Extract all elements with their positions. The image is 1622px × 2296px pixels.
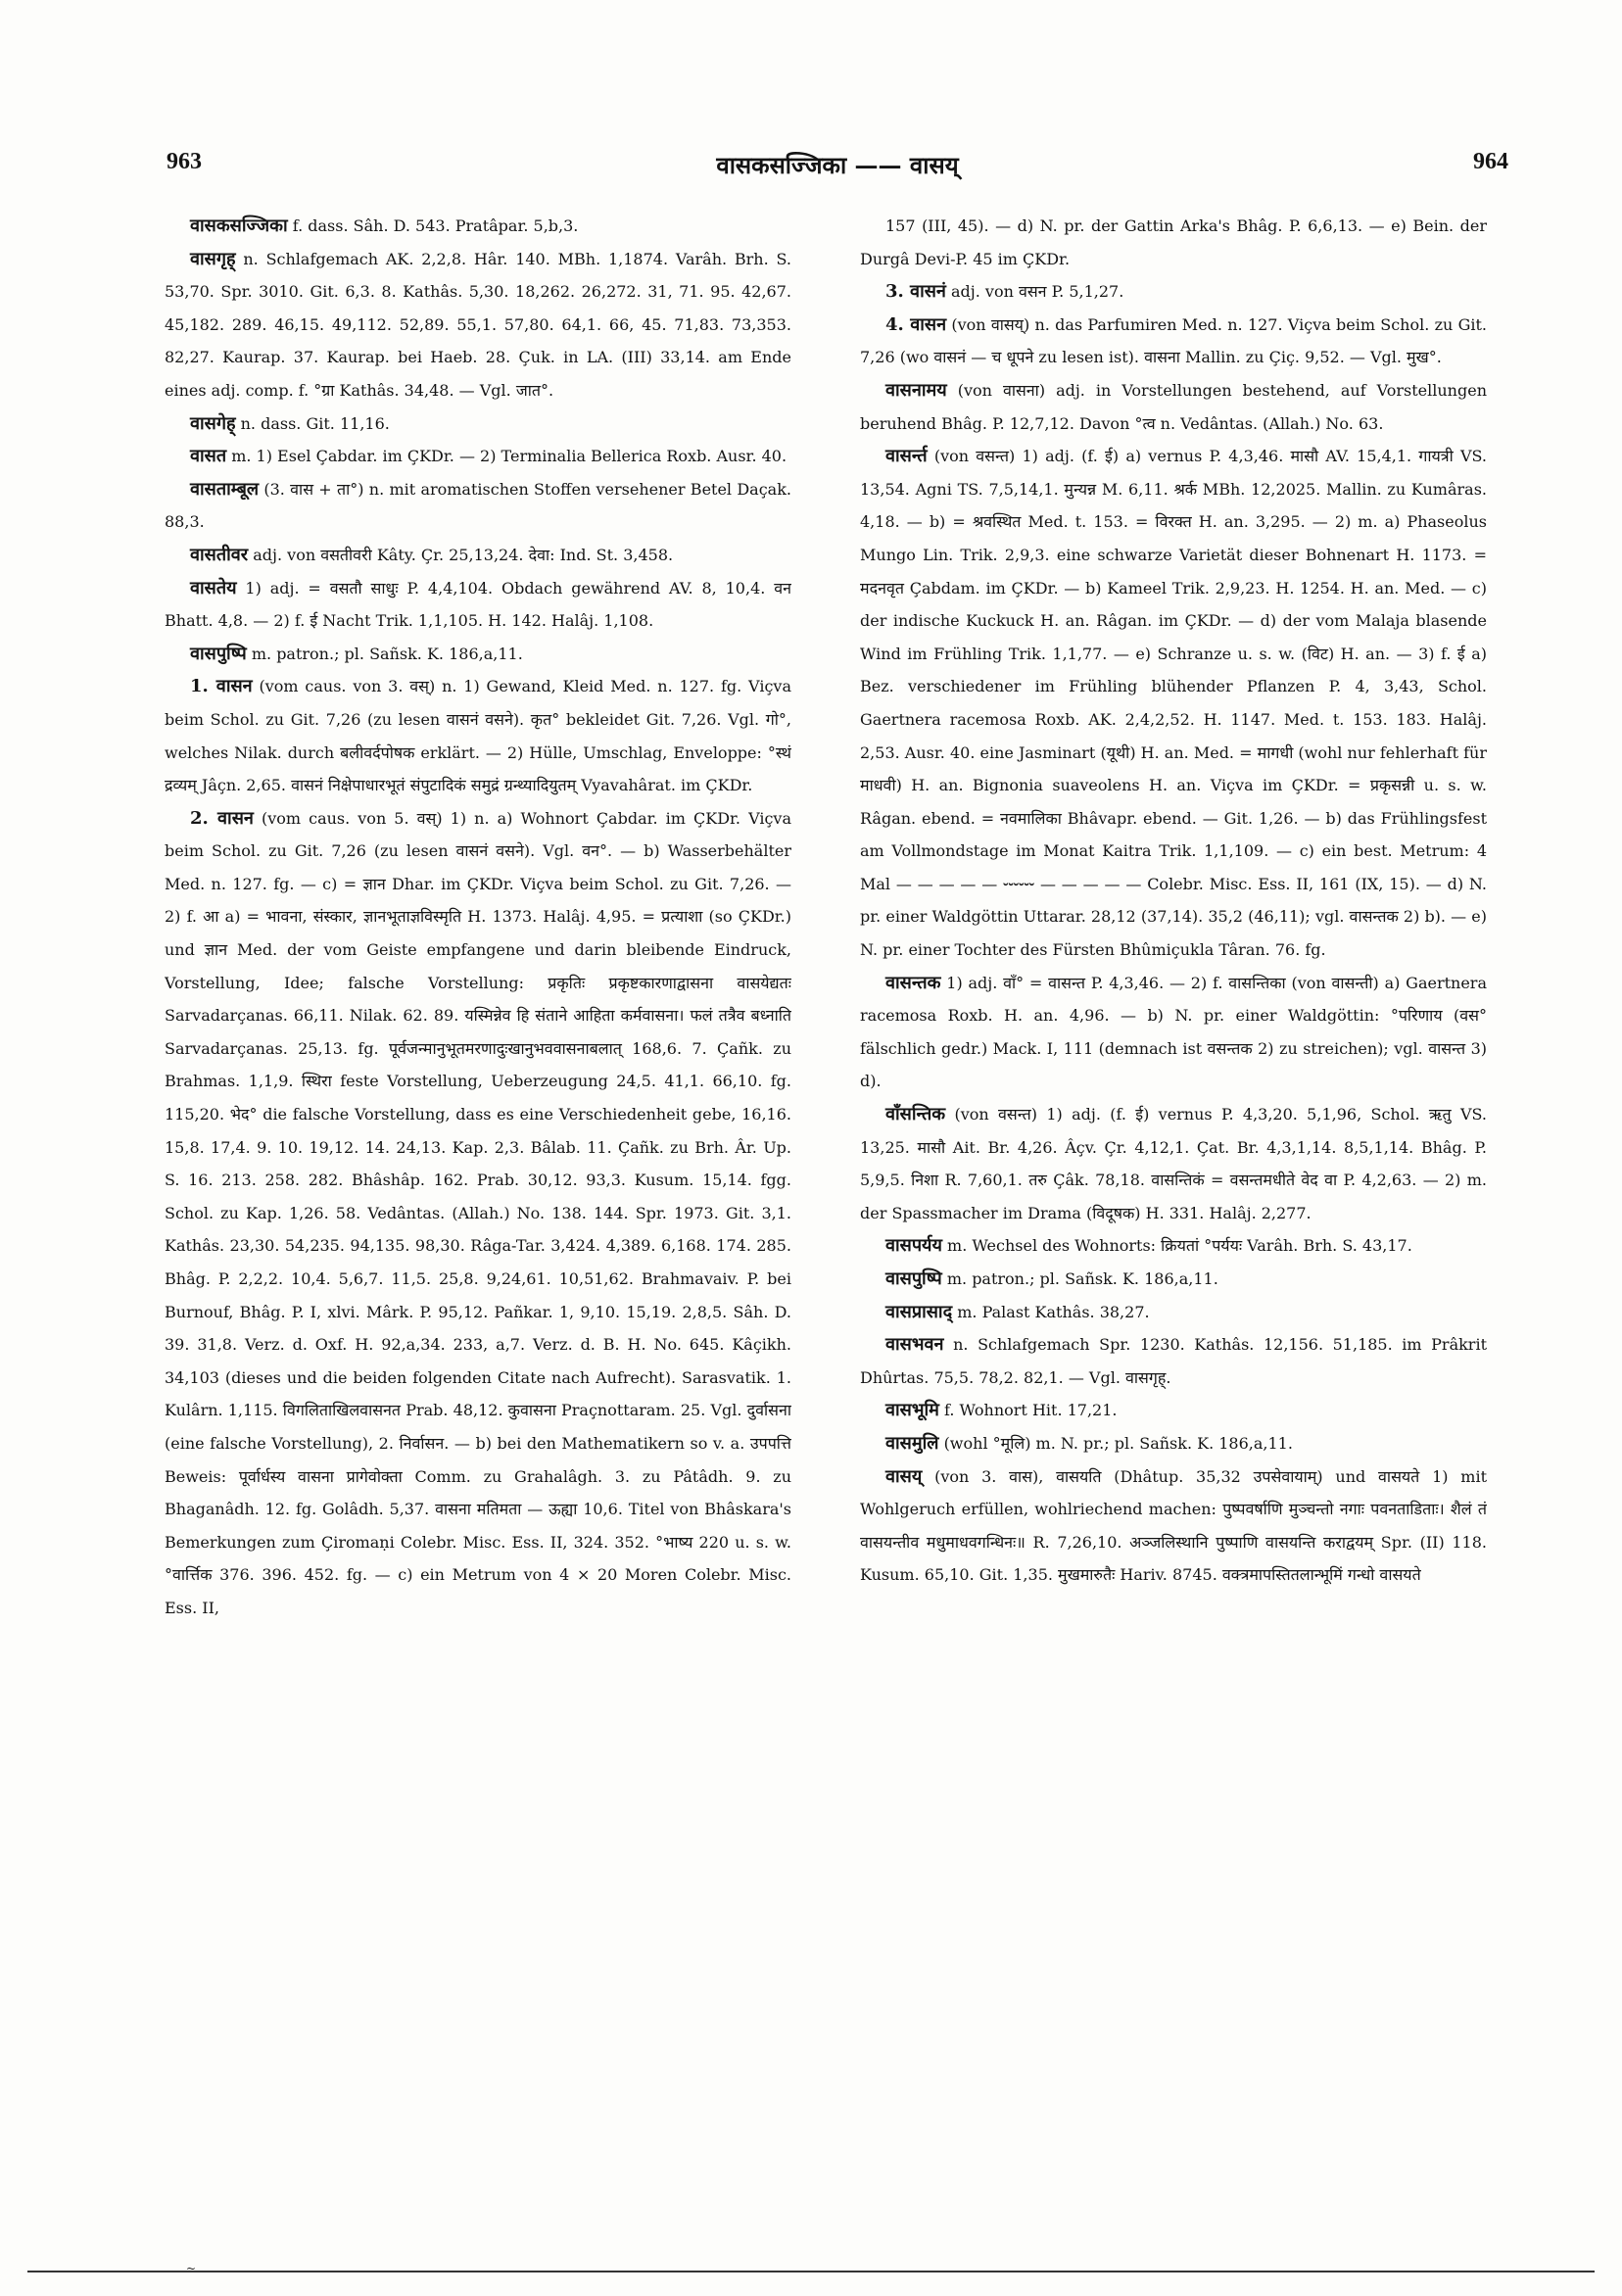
entry-headword: वासमुलि xyxy=(885,1432,939,1454)
dictionary-entry xyxy=(860,210,1487,275)
entry-headword: वासपुष्पि xyxy=(190,643,247,664)
entry-headword: वासप्रासाद् xyxy=(885,1301,953,1322)
entry-text: (vom caus. von 5. वस्) 1) n. a) Wohnort Çabdar. im ÇKDr. Viçva beim Schol. zu Git. 7,26 (zu lesen वासनं वसने). Vgl. वन°. — b) Wasserbehälter Med. n. 127. fg. — c) = ज्ञान Dhar. im ÇKDr. Viçva beim Schol. zu Git. 7,26. — 2) f. आ a) = भावना, संस्कार, ज्ञानभूताज्ञविस्मृति H. 1373. Halâj. 4,95. = प्रत्याशा (so ÇKDr.) und ज्ञान Med. der vom Geiste empfangene und darin bleibende Eindruck, Vorstellung, Idee; falsche Vorstellung: प्रकृतिः प्रकृष्टकारणाद्वासना वासयेद्यतः Sarvadarçanas. 66,11. Nilak. 62. 89. यस्मिन्नेव हि संताने आहिता कर्मवासना। फलं तत्रैव बध्नाति Sarvadarçanas. 25,13. fg. पूर्वजन्मानुभूतमरणादुःखानुभववासनाबलात् 168,6. 7. Çañk. zu Brahmas. 1,1,9. स्थिरा feste Vorstellung, Ueberzeugung 24,5. 41,1. 66,10. fg. 115,20. भेद° die falsche Vorstellung, dass es eine Verschiedenheit gebe, 16,16. 15,8. 17,4. 9. 10. 19,12. 14. 24,13. Kap. 2,3. Bâlab. 11. Çañk. zu Brh. Âr. Up. S. 16. 213. 258. 282. Bhâshâp. 162. Prab. 30,12. 93,3. Kusum. 15,14. fgg. Schol. zu Kap. 1,26. 58. Vedântas. (Allah.) No. 138. 144. Spr. 1973. Git. 3,1. Kathâs. 23,30. 54,235. 94,135. 98,30. Râga-Tar. 3,424. 4,389. 6,168. 174. 285. Bhâg. P. 2,2,2. 10,4. 5,6,7. 11,5. 25,8. 9,24,61. 10,51,62. Brahmavaiv. P. bei Burnouf, Bhâg. P. I, xlvi. Mârk. P. 95,12. Pañkar. 1, 9,10. 15,19. 2,8,5. Sâh. D. 39. 31,8. Verz. d. Oxf. H. 92,a,34. 233, a,7. Verz. d. B. H. No. 645. Kâçikh. 34,103 (dieses und die beiden folgenden Citate nach Aufrecht). Sarasvatik. 1. Kulârn. 1,115. विगलिताखिलवासनत Prab. 48,12. कुवासना Praçnottaram. 25. Vgl. दुर्वासना (eine falsche Vorstellung), 2. निर्वासन. — b) bei den Mathematikern so v. a. उपपत्ति Beweis: पूर्वार्धस्य वासना प्रागेवोक्ता Comm. zu Grahalâgh. 3. zu Pâtâdh. 9. zu Bhaganâdh. 12. fg. Golâdh. 5,37. वासना मतिमता — ऊह्या 10,6. Titel von Bhâskara's Bemerkungen zum Çiromaṇi Colebr. Misc. Ess. II, 324. 352. °भाष्य 220 u. s. w. °वार्त्तिक 376. 396. 452. fg. — c) ein Metrum von 4 × 20 Moren Colebr. Misc. Ess. II, xyxy=(165,808,791,1617)
entry-headword: 1. वासन xyxy=(190,676,253,697)
entry-headword: 3. वासनं xyxy=(885,281,946,303)
dictionary-entry xyxy=(165,638,791,671)
page-number-left: 963 xyxy=(167,149,202,174)
entry-headword: वासभूमि xyxy=(885,1400,939,1421)
dictionary-entry xyxy=(860,1263,1487,1296)
running-title: वासकसज्जिका —— वासय् xyxy=(716,151,959,179)
entry-headword: 4. वासन xyxy=(885,313,947,335)
dictionary-entry xyxy=(860,309,1487,374)
entry-text: 1) adj. वाँ° = वासन्त P. 4,3,46. — 2) f. वासन्तिका (von वासन्ती) a) Gaertnera racemosa Roxb. H. an. 4,96. — b) N. pr. einer Waldgöttin: °परिणाय (वस° fälschlich gedr.) Mack. I, 111 (demnach ist वसन्तक 2) zu streichen); vgl. वासन्त 3) d). xyxy=(860,973,1487,1091)
footer-mark: ~ xyxy=(186,2262,197,2275)
entry-headword: वासपुष्पि xyxy=(885,1268,942,1289)
entry-text: 157 (III, 45). — d) N. pr. der Gattin Arka's Bhâg. P. 6,6,13. — e) Bein. der Durgâ Devi-P. 45 im ÇKDr. xyxy=(860,216,1487,268)
dictionary-entry xyxy=(165,802,791,1625)
dictionary-entry xyxy=(860,1394,1487,1427)
dictionary-entry xyxy=(860,967,1487,1098)
entry-headword: वासत xyxy=(190,446,227,467)
entry-headword: वासगृह् xyxy=(190,248,236,269)
dictionary-entry xyxy=(165,670,791,801)
entry-text: (vom caus. von 3. वस्) n. 1) Gewand, Kleid Med. n. 127. fg. Viçva beim Schol. zu Git. 7,26 (zu lesen वासनं वसने). कृत° bekleidet Git. 7,26. Vgl. गो°, welches Nilak. durch बलीवर्दपोषक erklärt. — 2) Hülle, Umschlag, Enveloppe: °स्थं द्रव्यम् Jâçn. 2,65. वासनं निक्षेपाधारभूतं संपुटादिकं समुद्रं ग्रन्थ्यादियुतम् Vyavahârat. im ÇKDr. xyxy=(165,677,791,795)
entry-text: m. Palast Kathâs. 38,27. xyxy=(957,1302,1150,1321)
entry-text: n. Schlafgemach AK. 2,2,8. Hâr. 140. MBh. 1,1874. Varâh. Brh. S. 53,70. Spr. 3010. Git. 6,3. 8. Kathâs. 5,30. 18,262. 26,272. 31, 71. 95. 42,67. 45,182. 289. 46,15. 49,112. 52,89. 55,1. 57,80. 64,1. 66, 45. 71,83. 73,353. 82,27. Kaurap. 37. Kaurap. bei Haeb. 28. Çuk. in LA. (III) 33,14. am Ende eines adj. comp. f. °ग्रा Kathâs. 34,48. — Vgl. जात°. xyxy=(165,249,791,400)
dictionary-entry xyxy=(860,440,1487,967)
entry-text: m. patron.; pl. Sañsk. K. 186,a,11. xyxy=(251,644,523,663)
entry-text: f. dass. Sâh. D. 543. Pratâpar. 5,b,3. xyxy=(292,216,579,235)
dictionary-entry xyxy=(165,243,791,407)
entry-headword: 2. वासन xyxy=(190,807,254,829)
dictionary-entry xyxy=(165,407,791,441)
right-column xyxy=(860,210,1487,2247)
entry-text: (von वसन्त) 1) adj. (f. ई) a) vernus P. 4,3,46. मासौ AV. 15,4,1. गायत्री VS. 13,54. Agni TS. 7,5,14,1. मुन्यन्न M. 6,11. श्रर्क MBh. 12,2025. Mallin. zu Kumâras. 4,18. — b) = श्रवस्थित Med. t. 153. = विरक्त H. an. 3,295. — 2) m. a) Phaseolus Mungo Lin. Trik. 2,9,3. eine schwarze Varietät dieser Bohnenart H. 1173. = मदनवृत Çabdam. im ÇKDr. — b) Kameel Trik. 2,9,23. H. 1254. H. an. Med. — c) der indische Kuckuck H. an. Râgan. im ÇKDr. — d) der vom Malaja blasende Wind im Frühling Trik. 1,1,77. — e) Schranze u. s. w. (विट) H. an. — 3) f. ई a) Bez. verschiedener im Frühling blühender Pflanzen P. 4, 3,43, Schol. Gaertnera racemosa Roxb. AK. 2,4,2,52. H. 1147. Med. t. 153. 183. Halâj. 2,53. Ausr. 40. eine Jasminart (यूथी) H. an. Med. = मागधी (wohl nur fehlerhaft für माधवी) H. an. Bignonia suaveolens H. an. Viçva im ÇKDr. = प्रकृसन्नी u. s. w. Râgan. ebend. = नवमालिका Bhâvapr. ebend. — Git. 1,26. — b) das Frühlingsfest am Vollmondstage im Monat Kaitra Trik. 1,1,109. — c) ein best. Metrum: 4 Mal — — — — — ⏑⏑⏑⏑⏑⏑ — — — — — Colebr. Misc. Ess. II, 161 (IX, 15). — d) N. pr. einer Waldgöttin Uttarar. 28,12 (37,14). 35,2 (46,11); vgl. वासन्तक 2) b). — e) N. pr. einer Tochter des Fürsten Bhûmiçukla Târan. 76. fg. xyxy=(860,447,1487,960)
entry-text: 1) adj. = वसतौ साधुः P. 4,4,104. Obdach gewährend AV. 8, 10,4. वन Bhatt. 4,8. — 2) f. ई Nacht Trik. 1,1,105. H. 142. Halâj. 1,108. xyxy=(165,578,791,631)
entry-text: m. 1) Esel Çabdar. im ÇKDr. — 2) Terminalia Bellerica Roxb. Ausr. 40. xyxy=(231,447,787,466)
dictionary-entry xyxy=(860,1098,1487,1229)
entry-text: (von वासय्) n. das Parfumiren Med. n. 127. Viçva beim Schol. zu Git. 7,26 (wo वासनं — च धूपने zu lesen ist). वासना Mallin. zu Çiç. 9,52. — Vgl. मुख°. xyxy=(860,314,1487,367)
entry-headword: वासभवन xyxy=(885,1334,944,1356)
dictionary-entry xyxy=(860,374,1487,440)
entry-headword: वासन्तक xyxy=(885,972,941,993)
dictionary-entry xyxy=(165,440,791,473)
dictionary-entry xyxy=(165,210,791,243)
dictionary-entry xyxy=(860,1427,1487,1460)
dictionary-entry xyxy=(165,572,791,638)
entry-text: (3. वास + ता°) n. mit aromatischen Stoffen versehener Betel Daçak. 88,3. xyxy=(165,479,791,532)
entry-text: n. Schlafgemach Spr. 1230. Kathâs. 12,156. 51,185. im Prâkrit Dhûrtas. 75,5. 78,2. 82,1. — Vgl. वासगृह्. xyxy=(860,1335,1487,1387)
entry-text: m. patron.; pl. Sañsk. K. 186,a,11. xyxy=(946,1269,1218,1288)
entry-headword: वासपर्यय xyxy=(885,1235,942,1257)
page-header xyxy=(167,149,1508,192)
entry-headword: वासतीवर xyxy=(190,544,249,565)
entry-headword: वासकसज्जिका xyxy=(190,215,288,236)
entry-text: adj. von वसतीवरी Kâty. Çr. 25,13,24. देवा: Ind. St. 3,458. xyxy=(253,545,674,564)
dictionary-entry xyxy=(860,1460,1487,1592)
dictionary-entry xyxy=(860,1229,1487,1263)
entry-text: f. Wohnort Hit. 17,21. xyxy=(944,1401,1118,1420)
entry-headword: वासगेह् xyxy=(190,412,236,434)
entry-text: (von 3. वास), वासयति (Dhâtup. 35,32 उपसेवायाम्) und वासयते 1) mit Wohlgeruch erfüllen, wohlriechend machen: पुष्पवर्षाणि मुञ्चन्तो नगाः पवनताडिताः। शैलं तं वासयन्तीव मधुमाधवगन्धिनः॥ R. 7,26,10. अञ्जलिस्थानि पुष्पाणि वासयन्ति कराद्वयम् Spr. (II) 118. Kusum. 65,10. Git. 1,35. मुखमारुतैः Hariv. 8745. वक्त्रमापस्तितलान्भूमिं गन्धो वासयते xyxy=(860,1466,1487,1585)
entry-text: (von वसन्त) 1) adj. (f. ई) vernus P. 4,3,20. 5,1,96, Schol. ऋतु VS. 13,25. मासौ Ait. Br. 4,26. Âçv. Çr. 4,12,1. Çat. Br. 4,3,1,14. 8,5,1,14. Bhâg. P. 5,9,5. निशा R. 7,60,1. तरु Çâk. 78,18. वासन्तिकं = वसन्तमधीते वेद वा P. 4,2,63. — 2) m. der Spassmacher im Drama (विदूषक) H. 331. Halâj. 2,277. xyxy=(860,1105,1487,1222)
entry-headword: वाँसन्तिक xyxy=(885,1104,946,1125)
entry-headword: वासताम्बूल xyxy=(190,478,260,500)
entry-text: (wohl °मूलि) m. N. pr.; pl. Sañsk. K. 186,a,11. xyxy=(943,1433,1293,1453)
dictionary-entry xyxy=(860,275,1487,309)
entry-headword: वासय् xyxy=(885,1465,923,1487)
entry-text: adj. von वसन P. 5,1,27. xyxy=(950,282,1124,302)
dictionary-entry xyxy=(165,539,791,572)
dictionary-entry xyxy=(860,1328,1487,1394)
footer-rule xyxy=(27,2271,1595,2272)
entry-headword: वासनामय xyxy=(885,379,947,401)
entry-text: (von वासना) adj. in Vorstellungen bestehend, auf Vorstellungen beruhend Bhâg. P. 12,7,12. Davon °त्व n. Vedântas. (Allah.) No. 63. xyxy=(860,380,1487,433)
entry-text: n. dass. Git. 11,16. xyxy=(240,413,390,433)
entry-text: m. Wechsel des Wohnorts: क्रियतां °पर्ययः Varâh. Brh. S. 43,17. xyxy=(947,1236,1412,1256)
left-column xyxy=(165,210,791,2247)
entry-headword: वासर्न्त xyxy=(885,446,928,467)
entry-headword: वासतेय xyxy=(190,577,237,598)
dictionary-entry xyxy=(860,1296,1487,1329)
page-number-right: 964 xyxy=(1473,149,1508,174)
dictionary-entry xyxy=(165,473,791,539)
